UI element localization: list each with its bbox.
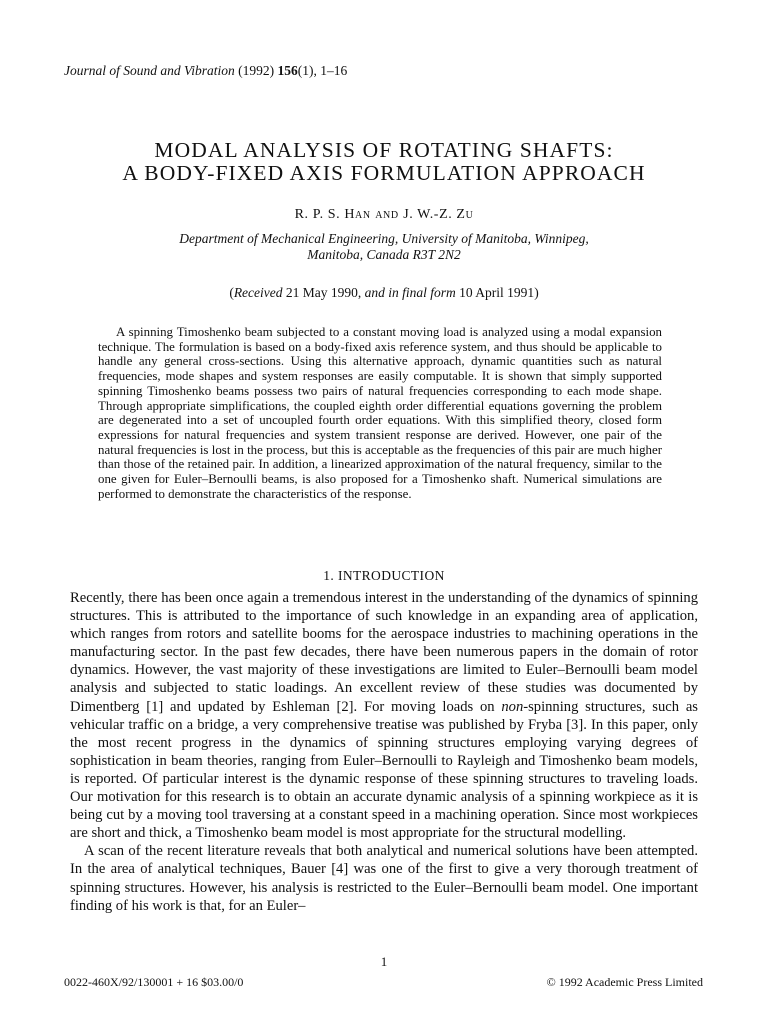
intro-paragraph-1-part-b: -spinning structures, such as vehicular traffic on a bridge, a very comprehensive treatise was published by Fryba [3]. In this paper, only the most recent progress in the dynamics of spinning structures employing varying degrees of sophistication in beam theories, ranging from Euler–Bernoulli to Rayleigh and Timoshenko beam models, is reported. Of particular interest is the dynamic response of these spinning structures to traveling loads. Our motivation for this research is to obtain an accurate dynamic analysis of a spinning workpiece as it is being cut by a moving tool traversing at a constant speed in a machining operation. Since most workpieces are short and thick, a Timoshenko beam model is most appropriate for the structural modelling. [70,698,698,842]
final-form-date: 10 April 1991 [455,285,535,300]
footer-article-code: 0022-460X/92/130001 + 16 $03.00/0 [64,975,244,989]
journal-citation [64,63,347,79]
received-open-paren: ( [229,285,234,300]
journal-issue-pages: (1), 1–16 [297,63,348,78]
journal-year: (1992) [238,63,275,78]
introduction-body [70,589,698,915]
affiliation-line-1: Department of Mechanical Engineering, University of Manitoba, Winnipeg, [179,231,589,246]
received-dates [0,285,768,301]
section-heading-introduction: 1. INTRODUCTION [323,568,445,583]
author-2: J. W.-Z. Zu [403,207,474,222]
received-label: Received [233,285,283,300]
author-1: R. P. S. Han [294,207,371,222]
intro-paragraph-2: A scan of the recent literature reveals that both analytical and numerical solutions have been attempted. In the area of analytical techniques, Bauer [4] was one of the first to give a very thorough treatment of spinning structures. However, his analysis is restricted to the Euler–Bernoulli beam model. One important finding of his work is that, for an Euler– [70,843,698,914]
paper-title-line-2: A BODY-FIXED AXIS FORMULATION APPROACH [122,161,646,185]
footer-copyright: © 1992 Academic Press Limited [546,975,703,989]
received-close-paren: ) [534,285,539,300]
paper-title-line-1: MODAL ANALYSIS OF ROTATING SHAFTS: [154,138,614,162]
intro-paragraph-1-italic: non [501,698,524,715]
page-number: 1 [380,954,388,969]
intro-paragraph-1 [70,589,698,842]
final-form-label: and in final form [364,285,456,300]
received-date: 21 May 1990, [282,285,365,300]
abstract-text: A spinning Timoshenko beam subjected to a constant moving load is analyzed using a modal expansion technique. The formulation is based on a body-fixed axis reference system, and thus should be applicable to handle any general cross-sections. Using this alternative approach, dynamic quantities such as natural frequencies, mode shapes and system responses are easily computable. It is shown that simply supported spinning Timoshenko beams possess two pairs of natural frequencies corresponding to each mode shape. Through appropriate simplifications, the coupled eighth order differential equations governing the problem are degenerated into a set of uncoupled fourth order equations. With this simplified theory, closed form expressions for natural frequencies and system transient response are derived. However, one pair of the natural frequencies is lost in the process, but this is acceptable as the frequencies of this pair are much higher than those of the retained pair. In addition, a linearized approximation of the natural frequency, similar to the one given for Euler–Bernoulli beams, is also proposed for a Timoshenko shaft. Numerical simulations are performed to demonstrate the characteristics of the response. [98,325,662,501]
journal-name: Journal of Sound and Vibration [64,63,235,78]
journal-volume: 156 [277,63,298,78]
affiliation-line-2: Manitoba, Canada R3T 2N2 [307,247,461,262]
author-conjunction: and [375,207,399,222]
author-list [0,207,768,223]
intro-paragraph-1-part-a: Recently, there has been once again a tremendous interest in the understanding of the dynamics of spinning structures. This is attributed to the importance of such knowledge in an expanding area of application, which ranges from rotors and satellite booms for the aerospace industries to machining operations in the manufacturing sector. In the past few decades, there have been numerous papers in the domain of rotor dynamics. However, the vast majority of these investigations are limited to Euler–Bernoulli beam model analysis and subjected to static loadings. An excellent review of these studies was documented by Dimentberg [1] and updated by Eshleman [2]. For moving loads on [70,590,698,715]
